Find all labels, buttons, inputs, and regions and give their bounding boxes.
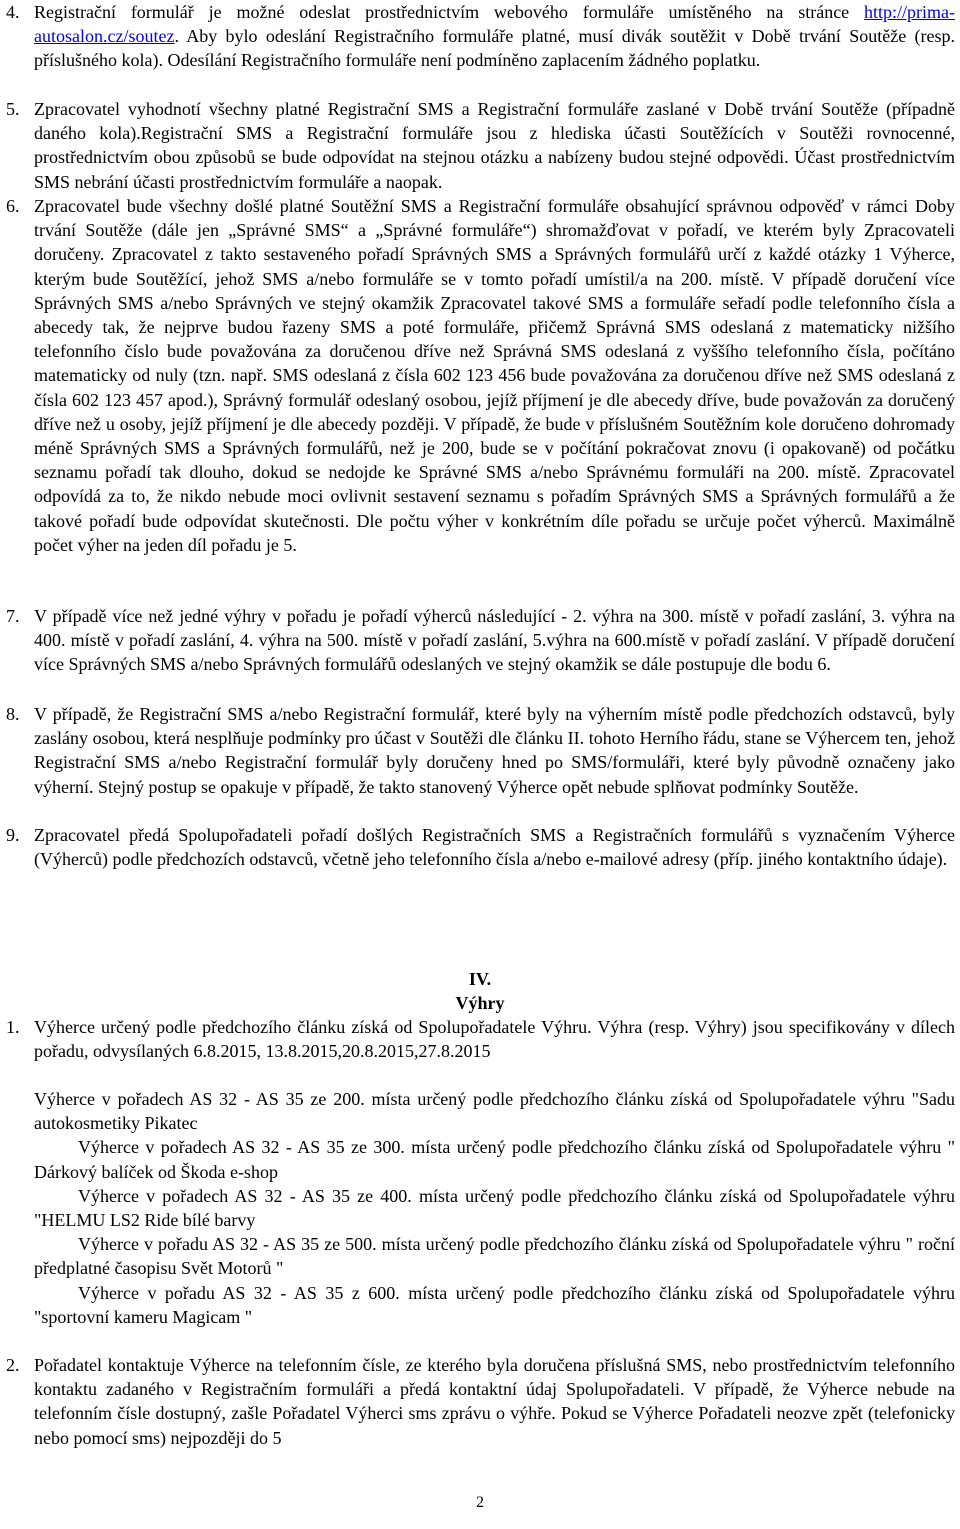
prize-item-1 [0, 1015, 955, 1063]
prize-entry: Výherce v pořadech AS 32 - AS 35 ze 400. místa určený podle předchozího článku získá od Spolupořadatele výhru "HELMU LS2 Ride bílé barvy [34, 1185, 955, 1231]
item-number: 9. [6, 825, 20, 845]
article-numeral: IV. [468, 969, 492, 989]
item-text: Zpracovatel bude všechny došlé platné Soutěžní SMS a Registrační formuláře obsahující správnou odpověď v rámci Doby trvání Soutěže (dále jen „Správné SMS“ a „Správné formuláře“) shromažďovat v pořadí, ve kterém byly Zpracovateli doručeny. Zpracovatel z takto sestaveného pořadí Správných SMS a Správných formulářů určí z každé otázky 1 Výherce, kterým bude Soutěžící, jehož SMS a/nebo formuláře se v tomto pořadí umístil/a na 200. místě. V případě doručení více Správných SMS a/nebo Správných ve stejný okamžik Zpracovatel takové SMS a formuláře seřadí podle telefonního čísla a abecedy tak, že nejprve budou řazeny SMS a poté formuláře, přičemž Správná SMS odeslaná z matematicky nižšího telefonního číslo bude považována za doručenou dříve než Správná SMS odeslaná z vyššího telefonního čísla, počítáno matematicky od nuly (tzn. např. SMS odeslaná z čísla 602 123 456 bude považována za doručenou dříve než SMS odeslaná z čísla 602 123 457 apod.), Správný formulář odeslaný osobou, jejíž příjmení je dle abecedy dříve, bude považován za doručený dříve než u osoby, jejíž příjmení je dle abecedy později. V případě, že bude v příslušném Soutěžním kole doručeno dohromady méně Správných SMS a Správných formulářů, než je 200, bude se v počítání pokračovat znovu (i opakovaně) od počátku seznamu pořadí tak dlouho, dokud se nedojde ke Správné SMS a/nebo Správnému formuláři na 200. místě. Zpracovatel odpovídá za to, že nikdo nebude moci ovlivnit sestavení seznamu s pořadím Správných SMS a Správných formulářů a že takové pořadí bude odpovídat skutečnosti. Dle počtu výher v konkrétním díle pořadu se určuje počet výherců. Maximálně počet výher na jeden díl pořadu je 5. [34, 196, 955, 555]
form-url-link[interactable]: http://prima-autosalon.cz/soutez [34, 2, 955, 47]
list-item-8 [0, 702, 955, 799]
item-number: 1. [6, 1017, 20, 1037]
list-item-6 [0, 194, 955, 557]
item-number: 7. [6, 606, 20, 626]
item-text: V případě více než jedné výhry v pořadu je pořadí výherců následující - 2. výhra na 300. místě v pořadí zaslání, 3. výhra na 400. místě v pořadí zaslání, 4. výhra na 500. místě v pořadí zaslání, 5.výhra na 600.místě v pořadí zaslání. V případě doručení více Správných SMS a/nebo Správných formulářů odeslaných ve stejný okamžik se dále postupuje dle bodu 6. [34, 606, 955, 675]
page-number: 2 [476, 1494, 484, 1511]
article-title: Výhry [455, 993, 505, 1013]
item-text [34, 0, 955, 73]
list-item-4 [0, 0, 955, 73]
list-item-7 [0, 604, 955, 677]
item-text: Výherce určený podle předchozího článku získá od Spolupořadatele Výhru. Výhra (resp. Výhry) jsou specifikovány v dílech pořadu, odvysílaných 6.8.2015, 13.8.2015,20.8.2015,27.8.2015 [34, 1017, 955, 1062]
prize-entry: Výherce v pořadu AS 32 - AS 35 ze 500. místa určený podle předchozího článku získá od Spolupořadatele výhru " roční předplatné časopisu Svět Motorů " [34, 1234, 955, 1279]
list-item-9 [0, 823, 955, 871]
item-number: 8. [6, 704, 20, 724]
prize-list [0, 1087, 955, 1329]
item-number: 2. [6, 1355, 20, 1375]
item-text: Zpracovatel vyhodnotí všechny platné Registrační SMS a Registrační formuláře zaslané v Době trvání Soutěže (případně daného kola).Registrační SMS a Registrační formuláře jsou z hlediska účasti Soutěžících v Soutěži rovnocenné, prostřednictvím obou způsobů se bude odpovídat na stejnou otázku a nabízeny budou stejné odpovědi. Účast prostřednictvím SMS nebrání účasti prostřednictvím formuláře a naopak. [34, 99, 955, 192]
prize-entry: Výherce v pořadech AS 32 - AS 35 ze 200. místa určený podle předchozího článku získá od Spolupořadatele výhru "Sadu autokosmetiky Pikatec [34, 1089, 955, 1134]
item-number: 4. [6, 2, 20, 22]
item-text: Pořadatel kontaktuje Výherce na telefonním čísle, ze kterého byla doručena příslušná SMS, nebo prostřednictvím telefonního kontaktu zadaného v Registračním formuláři a předá kontaktní údaj Spolupořadateli. V případě, že Výherce nebude na telefonním čísle dostupný, zašle Pořadatel Výherci sms zprávu o výhře. Pokud se Výherce Pořadateli neozve zpět (telefonicky nebo pomocí sms) nejpozději do 5 [34, 1355, 955, 1448]
prize-entry: Výherce v pořadu AS 32 - AS 35 z 600. místa určený podle předchozího článku získá od Spolupořadatele výhru "sportovní kameru Magicam " [34, 1282, 955, 1327]
item-text: Zpracovatel předá Spolupořadateli pořadí došlých Registračních SMS a Registračních formulářů s vyznačením Výherce (Výherců) podle předchozích odstavců, včetně jeho telefonního čísla a/nebo e-mailové adresy (příp. jiného kontaktního údaje). [34, 825, 955, 870]
item-text: V případě, že Registrační SMS a/nebo Registrační formulář, které byly na výherním místě podle předchozích odstavců, byly zaslány osobou, která nesplňuje podmínky pro účast v Soutěži dle článku II. tohoto Herního řádu, stane se Výhercem ten, jehož Registrační SMS a/nebo Registrační formulář byly doručeny hned po SMS/formuláři, které byly původně označeny jako výherní. Stejný postup se opakuje v případě, že takto stanovený Výherce opět nebude splňovat podmínky Soutěže. [34, 704, 955, 797]
item-text-pre: Registrační formulář je možné odeslat prostřednictvím webového formuláře umístěného na stránce [34, 2, 865, 22]
item-number: 6. [6, 196, 20, 216]
item-number: 5. [6, 99, 20, 119]
item-text-post: . Aby bylo odeslání Registračního formuláře platné, musí divák soutěžit v Době trvání Soutěže (resp. příslušného kola). Odesílání Registračního formuláře není podmíněno zaplacením žádného poplatku. [34, 26, 955, 71]
list-item-5 [0, 97, 955, 194]
prize-item-2 [0, 1353, 955, 1450]
prize-entry: Výherce v pořadech AS 32 - AS 35 ze 300. místa určený podle předchozího článku získá od Spolupořadatele výhru " Dárkový balíček od Škoda e-shop [34, 1137, 955, 1182]
